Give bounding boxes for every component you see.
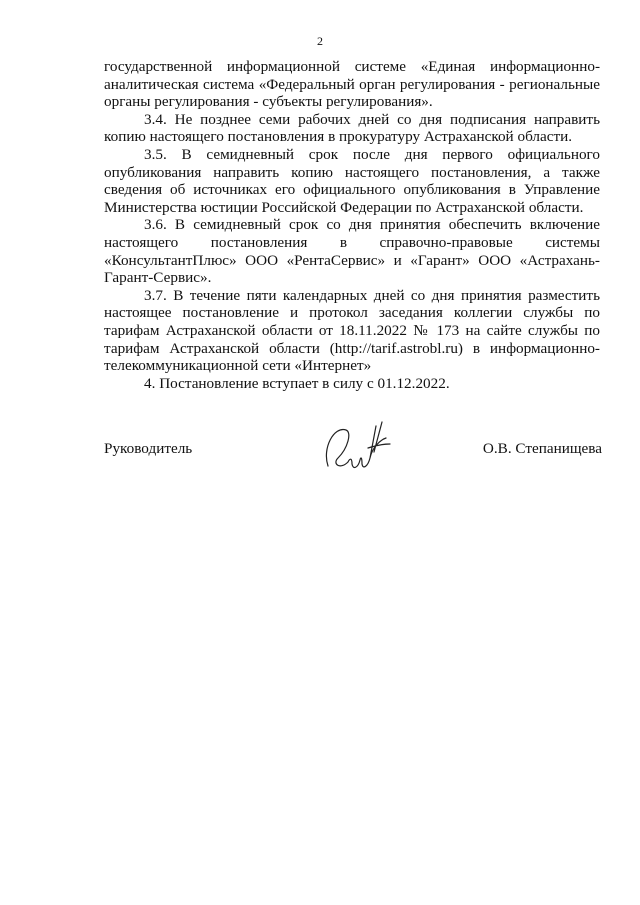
signatory-role: Руководитель xyxy=(104,440,193,457)
signature-block xyxy=(104,440,602,500)
paragraph-3-6: 3.6. В семидневный срок со дня принятия обеспечить включение настоящего постановления в справочно-правовые системы «КонсультантПлюс» ООО «РентаСервис» и «Гарант» ООО «Астрахань-Гарант-Сервис». xyxy=(104,216,600,287)
signatory-name: О.В. Степанищева xyxy=(482,440,602,457)
document-body xyxy=(104,58,600,392)
paragraph-4: 4. Постановление вступает в силу с 01.12.2022. xyxy=(144,374,450,392)
handwritten-signature xyxy=(320,418,400,484)
paragraph-3-7: 3.7. В течение пяти календарных дней со дня принятия разместить настоящее постановление и протокол заседания коллегии службы по тарифам Астраханской области от 18.11.2022 № 173 на сайте службы по тарифам Астраханской области (http://tarif.astrobl.ru) в информационно-телекоммуникационной сети «Интернет» xyxy=(104,286,600,375)
signature-stroke xyxy=(326,422,390,467)
paragraph-gis-continuation: государственной информационной системе «Единая информационно-аналитическая система «Федеральный орган регулирования - региональные органы регулирования - субъекты регулирования». xyxy=(104,58,600,111)
paragraph-3-4: 3.4. Не позднее семи рабочих дней со дня подписания направить копию настоящего постановления в прокуратуру Астраханской области. xyxy=(104,110,600,146)
page-number: 2 xyxy=(317,34,323,48)
paragraph-3-5: 3.5. В семидневный срок после дня первого официального опубликования направить копию настоящего постановления, а также сведения об источниках его официального опубликования в Управление Министерства юстиции Российской Федерации по Астраханской области. xyxy=(104,145,600,216)
